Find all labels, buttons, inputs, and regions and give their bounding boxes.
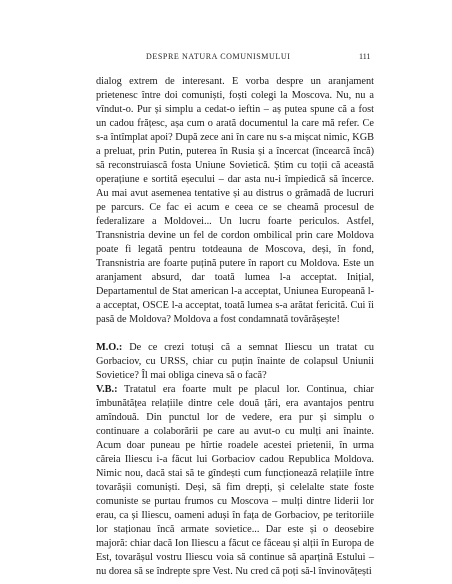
question-text: De ce crezi totuși că a semnat Iliescu un tratat cu Gorbaciov, cu URSS, chiar cu puțin înainte de colapsul Uniunii Sovietice? Îl mai obliga cineva să o facă? bbox=[96, 342, 374, 381]
page-number: 111 bbox=[359, 52, 371, 61]
speaker-label-vb: V.B.: bbox=[96, 384, 118, 395]
question-paragraph bbox=[96, 341, 374, 383]
speaker-label-mo: M.O.: bbox=[96, 342, 123, 353]
running-head-title: DESPRE NATURA COMUNISMULUI bbox=[146, 52, 291, 61]
answer-paragraph bbox=[96, 383, 374, 579]
body-text bbox=[96, 75, 374, 579]
paragraph-dialog: dialog extrem de interesant. E vorba despre un aranjament prietenesc între doi comuniști, foști colegi la Moscova. Nu, nu a vîndut-o. Pur și simplu a cedat-o ieftin – aș putea spune că a fost un cadou frățesc, așa cum o arată documentul la care mă refer. Ce s-a întîmplat apoi? După zece ani în care nu s-a mișcat nimic, KGB a preluat, prin Putin, puterea în Rusia și a încercat (încearcă încă) să reconstruiască fosta Uniune Sovietică. Știm cu toții că această operațiune e sortită eșecului – dar asta nu-i împiedică să încerce. Au mai avut asemenea tentative și au distrus o grămadă de lucruri pe parcurs. Ce fac ei acum e ceea ce se cheamă procesul de federalizare a Moldovei... Un lucru foarte periculos. Astfel, Transnistria devine un fel de cordon ombilical prin care Moldova poate fi legată pentru totdeauna de Moscova, deși, în fond, Transnistria are foarte puțină putere în raport cu Moldova. Este un aranjament absurd, dar toată lumea l-a acceptat. Inițial, Departamentul de Stat american l-a acceptat, Uniunea Europeană l-a acceptat, OSCE l-a acceptat, toată lumea s-a arătat fericită. Cui îi pasă de Moldova? Moldova a fost condamnată tovărășește! bbox=[96, 76, 374, 325]
paragraph-gap bbox=[96, 327, 374, 341]
answer-text: Tratatul era foarte mult pe placul lor. Continua, chiar îmbunătățea relațiile dintre cele două țări, era avantajos pentru amîndouă. Din punctul lor de vedere, era pur și simplu o continuare a colaborării pe care au avut-o cu mulți ani înainte. Acum doar puneau pe hîrtie roadele acestei prietenii, în urma căreia Iliescu i-a făcut lui Gorbaciov cadou Republica Moldova. Nimic nou, dacă stai să te gîndești cum funcționează relațiile între tovarășii comuniști. Deși, să fim drepți, și celelalte state foste comuniste se purtau frumos cu Moscova – mulți dintre liderii lor erau, ca și Iliescu, oameni aduși în fața de Gorbaciov, pe teritoriile lor staționau încă armate sovietice... Dar este și o deosebire majoră: chiar dacă Ion Iliescu a făcut ce făceau și alții în Europa de Est, tovarășul vostru Iliescu voia să continue să aparțină Estului – nu dorea să se îndrepte spre Vest. Nu cred că poți să-l învinovățești bbox=[96, 384, 374, 577]
